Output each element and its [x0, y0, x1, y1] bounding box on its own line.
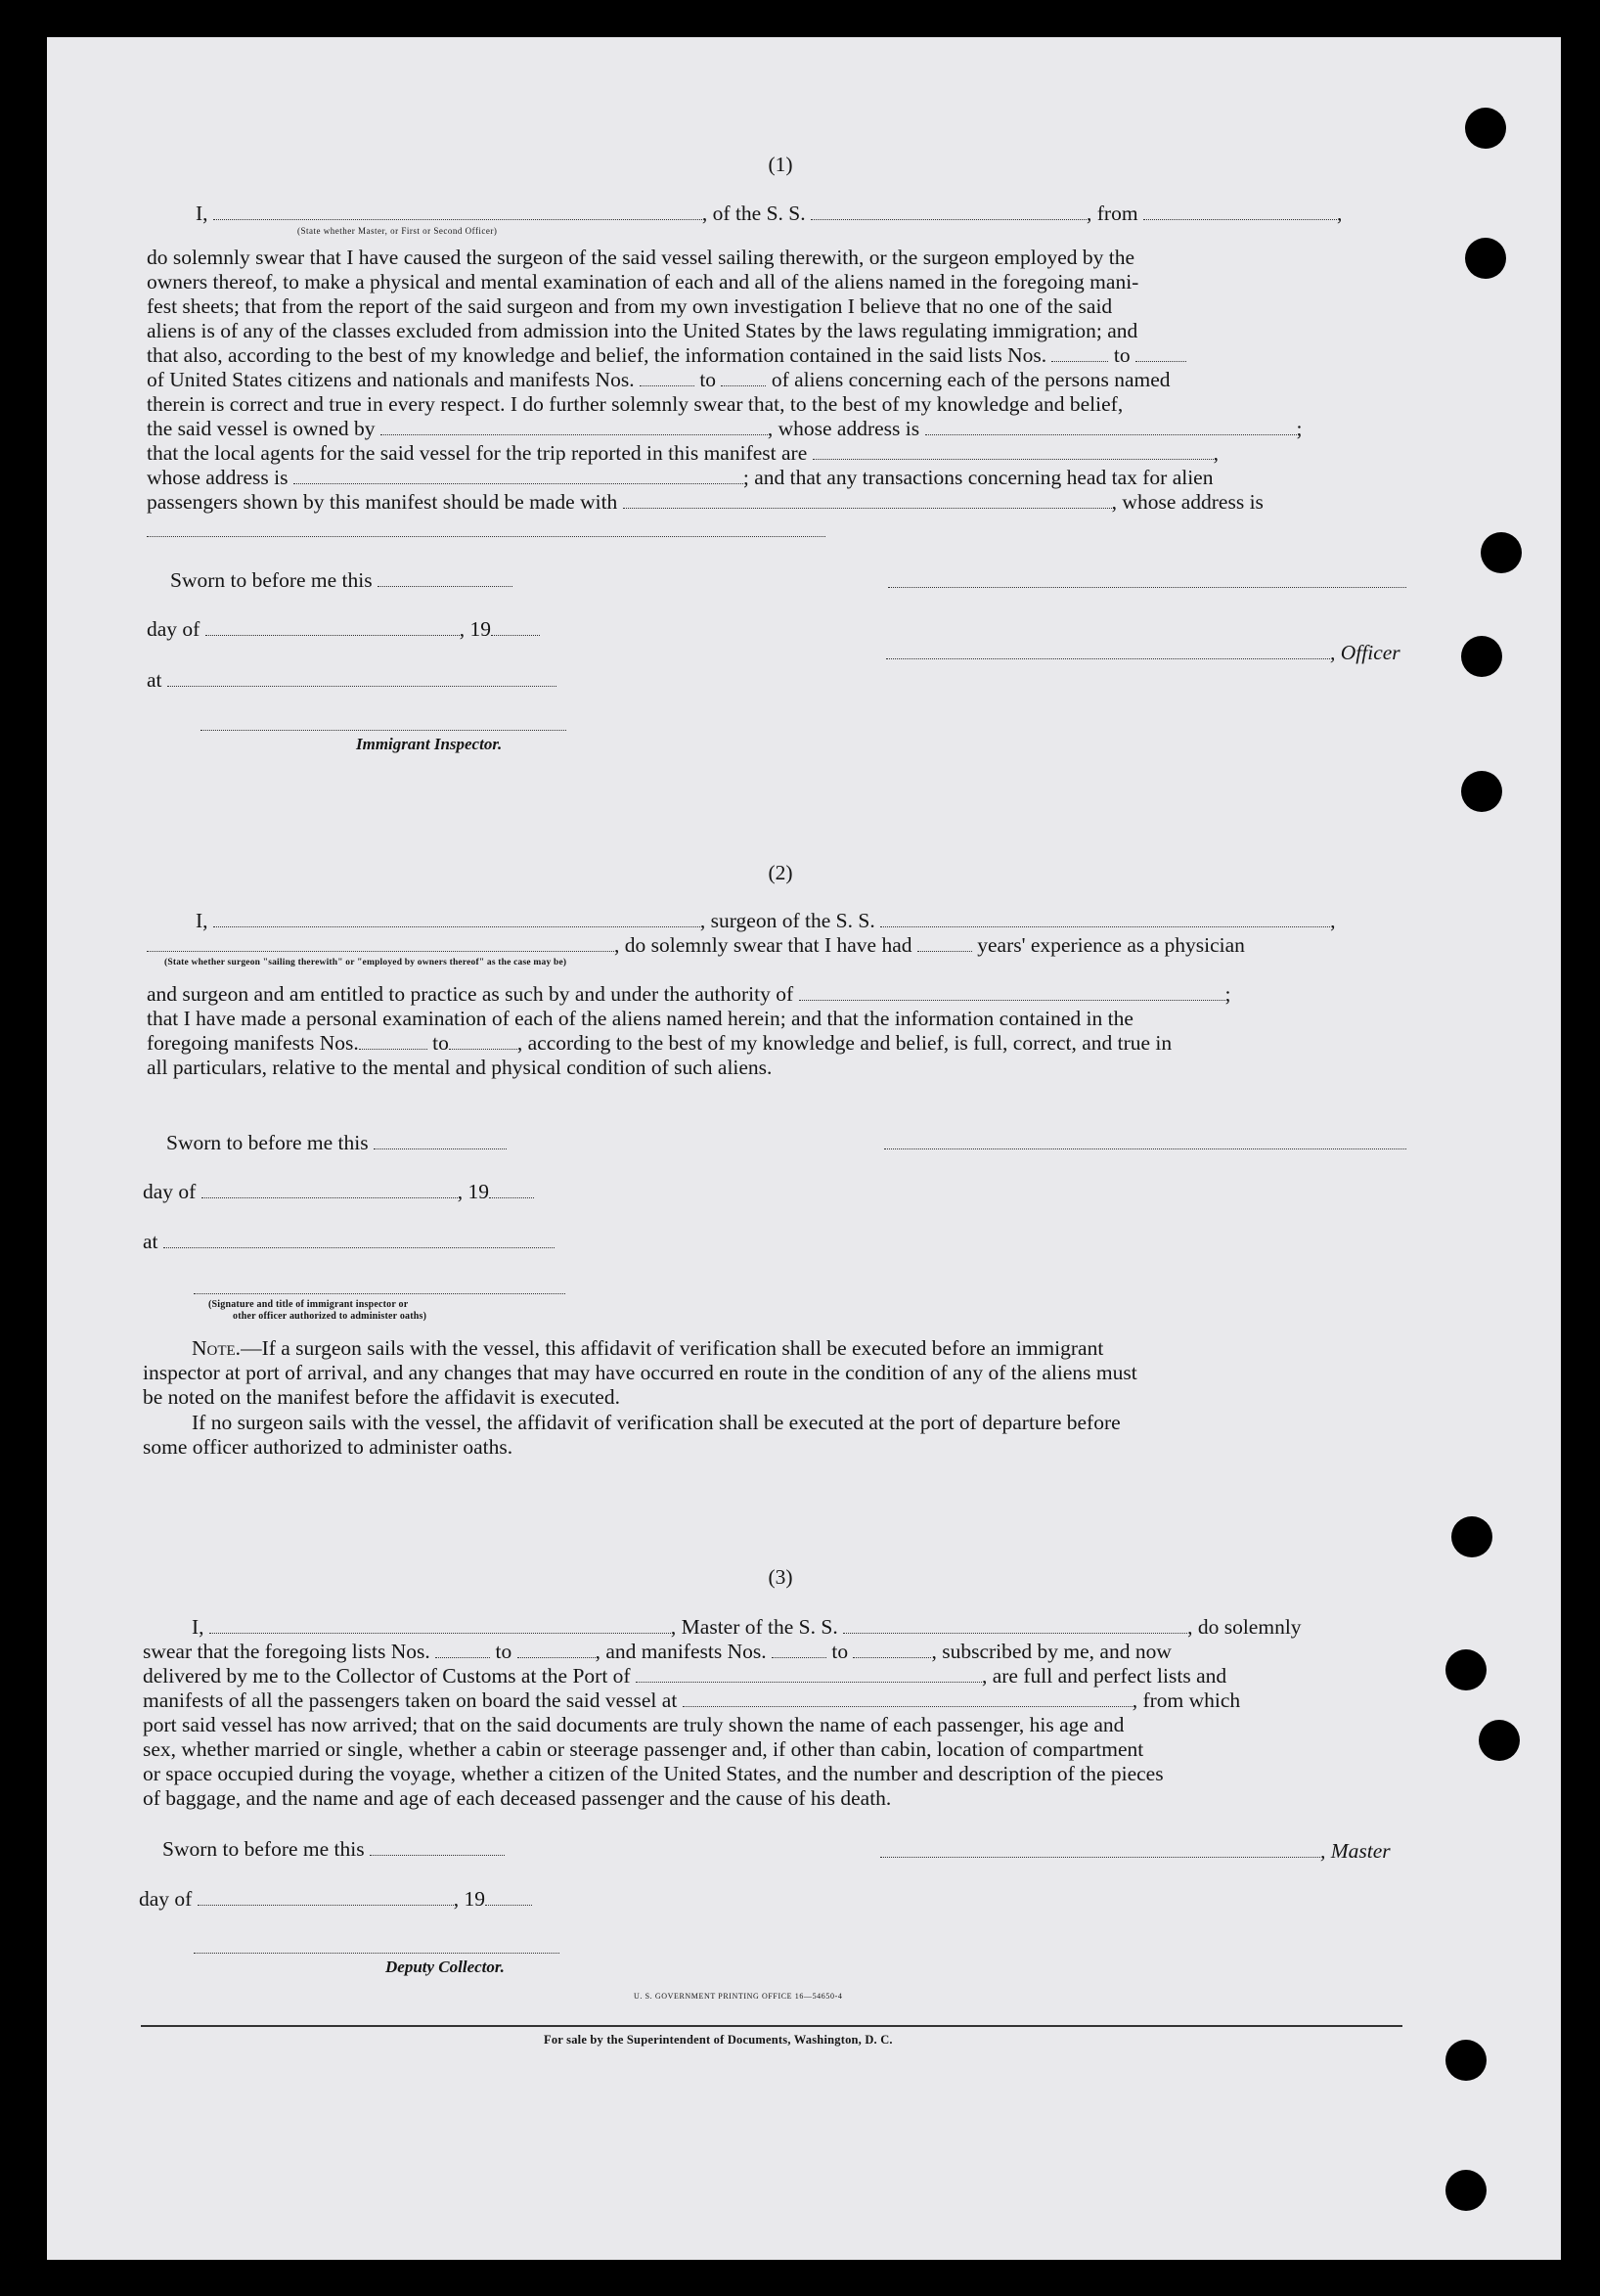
- at-line: at: [147, 668, 556, 693]
- signature-caption: other officer authorized to administer oaths): [233, 1311, 427, 1322]
- section-number: (3): [768, 1565, 793, 1589]
- surgeon-line-2: , do solemnly swear that I have had years' experience as a physician: [147, 933, 1245, 958]
- note-line: some officer authorized to administer oaths.: [143, 1435, 513, 1459]
- sworn-line: Sworn to before me this: [166, 1131, 507, 1155]
- punch-hole: [1481, 532, 1522, 573]
- footer-rule: [141, 2025, 1402, 2027]
- body-line: aliens is of any of the classes excluded from admission into the United States by the laws regulating immigration; and: [147, 319, 1138, 342]
- punch-hole: [1451, 1516, 1492, 1557]
- note-line: be noted on the manifest before the affidavit is executed.: [143, 1385, 620, 1409]
- day-line: day of , 19: [143, 1180, 534, 1204]
- sworn-line: Sworn to before me this: [162, 1837, 505, 1862]
- body-line: do solemnly swear that I have caused the surgeon of the said vessel sailing therewith, or the surgeon employed by the: [147, 246, 1135, 269]
- punch-hole: [1465, 238, 1506, 279]
- body-line: all particulars, relative to the mental and physical condition of such aliens.: [147, 1056, 773, 1079]
- punch-hole: [1461, 636, 1502, 677]
- body-line: passengers shown by this manifest should be made with , whose address is: [147, 490, 1264, 514]
- inspector-blank: [200, 730, 566, 731]
- note-line: If no surgeon sails with the vessel, the affidavit of verification shall be executed at the port of departure before: [192, 1411, 1121, 1434]
- body-line: owners thereof, to make a physical and mental examination of each and all of the aliens named in the foregoing mani-: [147, 270, 1139, 293]
- body-line: that the local agents for the said vessel for the trip reported in this manifest are ,: [147, 441, 1219, 465]
- printer-imprint: U. S. GOVERNMENT PRINTING OFFICE 16—54650-4: [634, 1992, 843, 2001]
- punch-hole: [1461, 771, 1502, 812]
- signature-blank: [888, 587, 1406, 588]
- body-line: sex, whether married or single, whether a cabin or steerage passenger and, if other than cabin, location of compartment: [143, 1737, 1144, 1761]
- body-line: of baggage, and the name and age of each deceased passenger and the cause of his death.: [143, 1786, 892, 1810]
- punch-hole: [1445, 2040, 1487, 2081]
- address-blank: [147, 536, 825, 537]
- signature-blank: [884, 1148, 1406, 1149]
- field-caption: (State whether Master, or First or Second Officer): [297, 226, 498, 236]
- body-line: that I have made a personal examination of each of the aliens named herein; and that the information contained in the: [147, 1007, 1133, 1030]
- surgeon-line: I, , surgeon of the S. S. ,: [196, 909, 1336, 932]
- punch-hole: [1445, 2170, 1487, 2211]
- body-line: delivered by me to the Collector of Customs at the Port of , are full and perfect lists and: [143, 1664, 1227, 1688]
- body-line: manifests of all the passengers taken on board the said vessel at , from which: [143, 1688, 1241, 1712]
- body-line: port said vessel has now arrived; that on the said documents are truly shown the name of each passenger, his age and: [143, 1713, 1125, 1736]
- at-line: at: [143, 1230, 555, 1254]
- punch-hole: [1445, 1649, 1487, 1690]
- collector-blank: [194, 1953, 559, 1954]
- collector-title: Deputy Collector.: [385, 1958, 505, 1976]
- body-line: fest sheets; that from the report of the said surgeon and from my own investigation I believe that no one of the said: [147, 294, 1113, 318]
- note-line: Note.—If a surgeon sails with the vessel, this affidavit of verification shall be executed before an immigrant: [192, 1336, 1104, 1360]
- day-line: day of , 19: [147, 617, 540, 642]
- body-line: whose address is ; and that any transactions concerning head tax for alien: [147, 466, 1214, 489]
- body-line: swear that the foregoing lists Nos. to , and manifests Nos. to , subscribed by me, and now: [143, 1640, 1172, 1663]
- sworn-line: Sworn to before me this: [170, 568, 512, 593]
- master-signature: , Master: [880, 1839, 1391, 1864]
- body-line: of United States citizens and nationals and manifests Nos. to of aliens concerning each of the persons named: [147, 368, 1171, 391]
- form-sheet: [47, 37, 1561, 2260]
- sale-notice: For sale by the Superintendent of Documents, Washington, D. C.: [544, 2033, 893, 2047]
- section-number: (2): [768, 861, 793, 884]
- punch-hole: [1479, 1720, 1520, 1761]
- inspector-title: Immigrant Inspector.: [356, 735, 503, 753]
- signature-caption: (Signature and title of immigrant inspector or: [208, 1299, 409, 1310]
- note-line: inspector at port of arrival, and any changes that may have occurred en route in the condition of any of the aliens must: [143, 1361, 1137, 1384]
- section-number: (1): [768, 153, 793, 176]
- body-line: the said vessel is owned by , whose address is ;: [147, 417, 1303, 440]
- body-line: or space occupied during the voyage, whether a citizen of the United States, and the number and description of the pieces: [143, 1762, 1164, 1785]
- body-line: foregoing manifests Nos. to , according to the best of my knowledge and belief, is full, correct, and true in: [147, 1031, 1173, 1055]
- officer-line: I, , of the S. S. , from ,: [196, 202, 1343, 225]
- body-line: and surgeon and am entitled to practice as such by and under the authority of ;: [147, 982, 1231, 1006]
- field-caption: (State whether surgeon "sailing therewith" or "employed by owners thereof" as the case may be): [164, 958, 567, 968]
- punch-hole: [1465, 108, 1506, 149]
- inspector-blank: [194, 1293, 565, 1294]
- master-line: I, , Master of the S. S. , do solemnly: [192, 1615, 1302, 1639]
- officer-signature: , Officer: [886, 641, 1400, 665]
- body-line: therein is correct and true in every respect. I do further solemnly swear that, to the best of my knowledge and belief,: [147, 392, 1124, 416]
- body-line: that also, according to the best of my knowledge and belief, the information contained in the said lists Nos. to: [147, 343, 1186, 368]
- day-line: day of , 19: [139, 1887, 532, 1912]
